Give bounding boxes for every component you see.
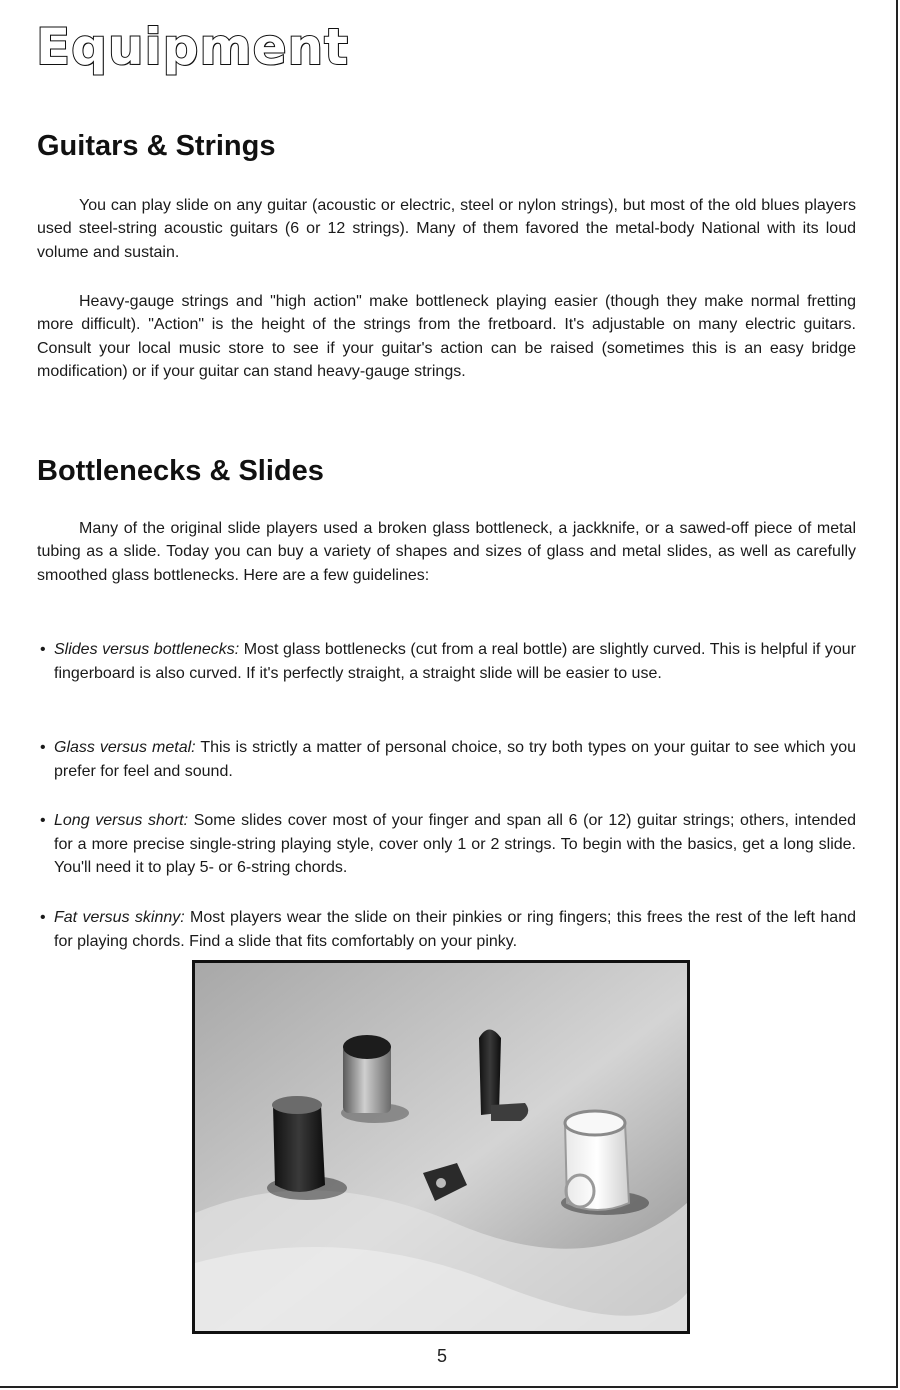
- bullet-text: This is strictly a matter of personal choice, so try both types on your guitar to see which you prefer for feel and sound.: [54, 739, 857, 780]
- bullet-mark: •: [40, 812, 46, 829]
- knife-base: [491, 1103, 528, 1121]
- glass-slide-rim: [565, 1111, 625, 1135]
- paragraph-guitars-2: Heavy-gauge strings and "high action" make bottleneck playing easier (though they make normal fretting more difficult). "Action" is the height of the strings from the fretboard. It's adjustable on many electric guitars. Consult your local music store to see if your guitar's action can be raised (sometimes this is an easy bridge modification) or if your guitar can stand heavy-gauge strings.: [37, 293, 856, 380]
- bullet-text: Most glass bottlenecks (cut from a real bottle) are slightly curved. This is helpful if your fingerboard is also curved. If it's perfectly straight, a straight slide will be easier to use.: [54, 641, 857, 682]
- page-title: Equipment: [36, 18, 349, 76]
- slides-photo-illustration: [195, 963, 687, 1331]
- bullet-mark: •: [40, 641, 46, 658]
- metal-piece-highlight: [436, 1178, 446, 1188]
- section-heading-guitars-strings: Guitars & Strings: [37, 130, 276, 162]
- paragraph-guitars-1: You can play slide on any guitar (acoustic or electric, steel or nylon strings), but most of the old blues players used steel-string acoustic guitars (6 or 12 strings). Many of them favored the metal-body National with its loud volume and sustain.: [37, 197, 856, 261]
- paragraph-bottlenecks-1: Many of the original slide players used a broken glass bottleneck, a jackknife, or a sawed-off piece of metal tubing as a slide. Today you can buy a variety of shapes and sizes of glass and metal slides, as well as carefully smoothed glass bottlenecks. Here are a few guidelines:: [37, 520, 856, 584]
- metal-tube-opening: [343, 1035, 391, 1059]
- bullet-term: Long versus short:: [54, 812, 189, 829]
- bullet-mark: •: [40, 909, 46, 926]
- list-item-glass-vs-metal: [40, 736, 856, 783]
- bullet-text: Most players wear the slide on their pinkies or ring fingers; this frees the rest of the left hand for playing chords. Find a slide that fits comfortably on your pinky.: [54, 909, 856, 950]
- list-item-slides-vs-bottlenecks: [40, 638, 856, 685]
- bullet-term: Slides versus bottlenecks:: [54, 641, 240, 658]
- bullet-mark: •: [40, 739, 46, 756]
- knife-handle: [479, 1030, 501, 1116]
- section-heading-bottlenecks-slides: Bottlenecks & Slides: [37, 455, 324, 487]
- bullet-term: Glass versus metal:: [54, 739, 196, 756]
- bullet-text: Some slides cover most of your finger and span all 6 (or 12) guitar strings; others, intended for a more precise single-string playing style, cover only 1 or 2 strings. To begin with the basics, get a long slide. You'll need it to play 5- or 6-string chords.: [54, 812, 856, 876]
- dark-bottleneck-rim: [272, 1096, 322, 1114]
- page-number: 5: [437, 1346, 448, 1366]
- list-item-long-vs-short: [40, 809, 856, 880]
- bullet-term: Fat versus skinny:: [54, 909, 185, 926]
- slides-photo: [192, 960, 690, 1334]
- list-item-fat-vs-skinny: [40, 906, 856, 953]
